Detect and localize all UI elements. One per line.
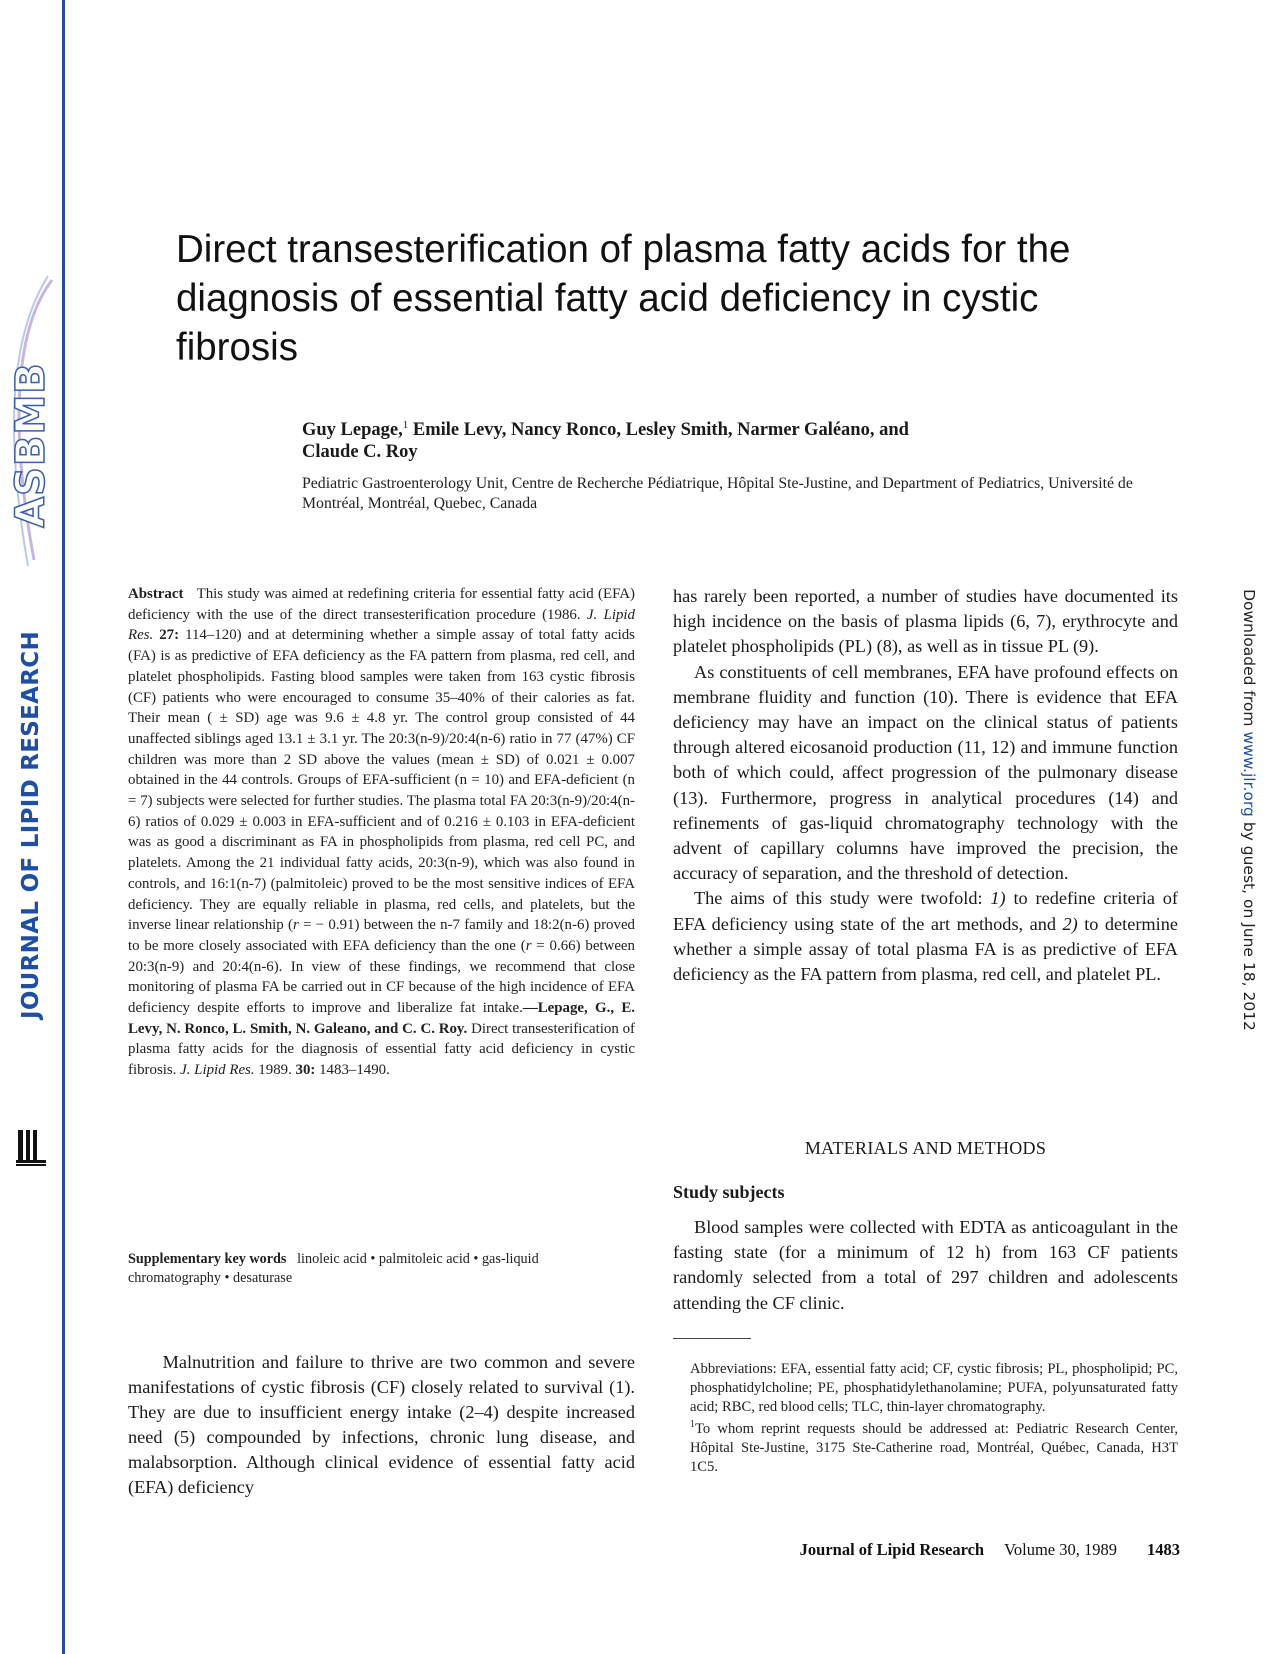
abstract: [128, 584, 635, 1081]
page-footer: [720, 1540, 1180, 1560]
author-footnote-mark: 1: [402, 419, 409, 431]
section-heading: MATERIALS AND METHODS: [804, 1138, 1047, 1158]
study-subjects-paragraph: Blood samples were collected with EDTA as anticoagulant in the fasting state (for a minimum of 12 h) from 163 CF patients randomly selected from a total of 297 children and adolescents attending the CF clinic.: [673, 1217, 1178, 1313]
last-author: Claude C. Roy: [302, 442, 418, 463]
right-paragraph-2: As constituents of cell membranes, EFA have profound effects on membrane fluidity and function (10). There is evidence that EFA deficiency may have an impact on the clinical status of patients through altered eicosanoid production (11, 12) and immune function both of which could, affect progression of the pulmonary disease (13). Furthermore, progress in analytical procedures (14) and refinements of gas-liquid chromatography technology with the advent of capillary columns have improved the precision, the accuracy of separation, and the threshold of detection.: [673, 661, 1178, 884]
jlr-logo-icon: [14, 1128, 48, 1168]
abstract-text-c: = − 0.91) between the n-7 family and 18:2(n-6) proved to be more closely associated with EFA deficiency than the one (: [128, 917, 635, 954]
reprint-footnote-text: To whom reprint requests should be addressed at: Pediatric Research Center, Hôpital Ste-Justine, 3175 Ste-Catherine road, Montréal, Québec, Canada, H3T 1C5.: [690, 1421, 1178, 1475]
footnote-divider: [673, 1338, 751, 1339]
side-brand: [0, 0, 62, 1654]
abbreviations-footnote: Abbreviations: EFA, essential fatty acid; CF, cystic fibrosis; PL, phospholipid; PC, phosphatidylcholine; PE, phosphatidylethanolamine; PUFA, polyunsaturated fatty acid; RBC, red blood cells; TLC, thin-layer chromatography.: [690, 1361, 1178, 1415]
left-rail: [62, 0, 65, 1654]
keywords: [128, 1250, 635, 1288]
abstract-text-b: 114–120) and at determining whether a simple assay of total fatty acids (FA) is as predictive of EFA deficiency as the FA pattern from plasma, red cell, and platelet phospholipids. Fasting blood samples were taken from 163 cystic fibrosis (CF) patients who were encouraged to consume 35–40% of their calories as fat. Their mean ( ± SD) age was 9.6 ± 4.8 yr. The control group consisted of 44 unaffected siblings aged 13.1 ± 3.1 yr. The 20:3(n-9)/20:4(n-6) ratio in 77 (47%) CF children was more than 2 SD above the values (mean ± SD) of 0.021 ± 0.007 obtained in the 44 controls. Groups of EFA-sufficient (n = 10) and EFA-deficient (n = 7) subjects were selected for further studies. The plasma total FA 20:3(n-9)/20:4(n-6) ratios of 0.029 ± 0.003 in EFA-sufficient and of 0.216 ± 0.103 in EFA-deficient was as good a discriminant as FA in phospholipids from plasma, red cell PC, and platelets. Among the 21 individual fatty acids, 20:3(n-9), which was also found in controls, and 16:1(n-7) (palmitoleic) proved to be the most sensitive indices of EFA deficiency. They are equally reliable in plasma, red cells, and platelets, but the inverse linear relationship (: [128, 627, 635, 934]
citation-authors: —Lepage, G., E. Levy, N. Ronco, L. Smith, N. Galeano, and C. C. Roy.: [128, 1000, 635, 1037]
intro-paragraph: [128, 1350, 635, 1499]
cite2-volume: 30:: [295, 1062, 316, 1079]
download-suffix: by guest, on June 18, 2012: [1240, 816, 1259, 1031]
aim-2-marker: 2): [1062, 913, 1078, 934]
asbmb-logo: [2, 330, 60, 560]
cite2-year: 1989.: [254, 1062, 296, 1079]
abstract-r1: r: [293, 917, 299, 934]
page-number: 1483: [1147, 1540, 1180, 1559]
intro-paragraph-text: Malnutrition and failure to thrive are two common and severe manifestations of cystic fibrosis (CF) closely related to survival (1). They are due to insufficient energy intake (2–4) despite increased need (5) compounded by infections, chronic lung disease, and malabsorption. Although clinical evidence of essential fatty acid (EFA) deficiency: [128, 1352, 635, 1497]
footer-volume: Volume 30, 1989: [1004, 1540, 1117, 1559]
abstract-text-a: This study was aimed at redefining criteria for essential fatty acid (EFA) deficiency with the use of the direct transesterification procedure (1986.: [128, 586, 635, 623]
footnotes: [690, 1360, 1178, 1477]
keywords-text: linoleic acid • palmitoleic acid • gas-liquid chromatography • desaturase: [128, 1251, 539, 1286]
affiliation: Pediatric Gastroenterology Unit, Centre de Recherche Pédiatrique, Hôpital Ste-Justine, and Department of Pediatrics, Université de Montréal, Montréal, Quebec, Canada: [302, 475, 1133, 512]
aims-text-b: to redefine criteria of EFA deficiency using state of the art methods, and: [673, 888, 1178, 934]
journal-vertical-text: JOURNAL OF LIPID RESEARCH: [18, 630, 45, 1020]
reprint-footnote-mark: 1: [690, 1419, 695, 1431]
reprint-footnote: [690, 1416, 1178, 1476]
aim-1-marker: 1): [990, 888, 1006, 909]
cite2-journal: J. Lipid Res.: [180, 1062, 255, 1079]
cite2-pages: 1483–1490.: [315, 1062, 390, 1079]
download-prefix: Downloaded from: [1240, 589, 1259, 732]
first-author: Guy Lepage,: [302, 420, 403, 441]
aims-text-c: to determine whether a simple assay of total plasma FA is as predictive of EFA deficiency as the FA pattern from plasma, red cell, and platelet PL.: [673, 913, 1178, 985]
right-paragraph-3: [673, 886, 1178, 987]
abstract-r2: r: [525, 937, 532, 954]
right-column: [673, 584, 1178, 987]
author-list: [302, 414, 1062, 463]
download-link[interactable]: www.jlr.org: [1240, 731, 1259, 817]
article-title: Direct transesterification of plasma fatty acids for the diagnosis of essential fatty acid deficiency in cystic fibrosis: [176, 228, 1071, 369]
cite1-volume: 27:: [153, 627, 180, 644]
citation-title: Direct transesterification of plasma fatty acids for the diagnosis of essential fatty acid deficiency in cystic fibrosis.: [128, 1020, 635, 1079]
co-authors: Emile Levy, Nancy Ronco, Lesley Smith, Narmer Galéano, and: [408, 420, 909, 441]
download-text: [1240, 589, 1258, 1031]
asbmb-logo-text: ASBMB: [8, 362, 55, 528]
journal-vertical-label: [8, 630, 54, 1020]
keywords-label: Supplementary key words: [128, 1251, 287, 1267]
abstract-text-d: = 0.66) between 20:3(n-9) and 20:4(n-6). In view of these findings, we recommend that close monitoring of plasma FA be carried out in CF because of the high incidence of EFA deficiency despite efforts to improve and liberalize fat intake.: [128, 937, 635, 1017]
right-paragraph-1: has rarely been reported, a number of studies have documented its high incidence on the basis of plasma lipids (6, 7), erythrocyte and platelet phospholipids (PL) (8), as well as in tissue PL (9).: [673, 586, 1178, 657]
aims-text-a: The aims of this study were twofold:: [694, 888, 991, 909]
cite1-journal: J. Lipid Res.: [128, 606, 635, 644]
abstract-label: Abstract: [128, 586, 184, 602]
download-note: [1234, 589, 1264, 1031]
footer-journal: Journal of Lipid Research: [799, 1540, 985, 1559]
subsection-heading: Study subjects: [673, 1182, 785, 1202]
